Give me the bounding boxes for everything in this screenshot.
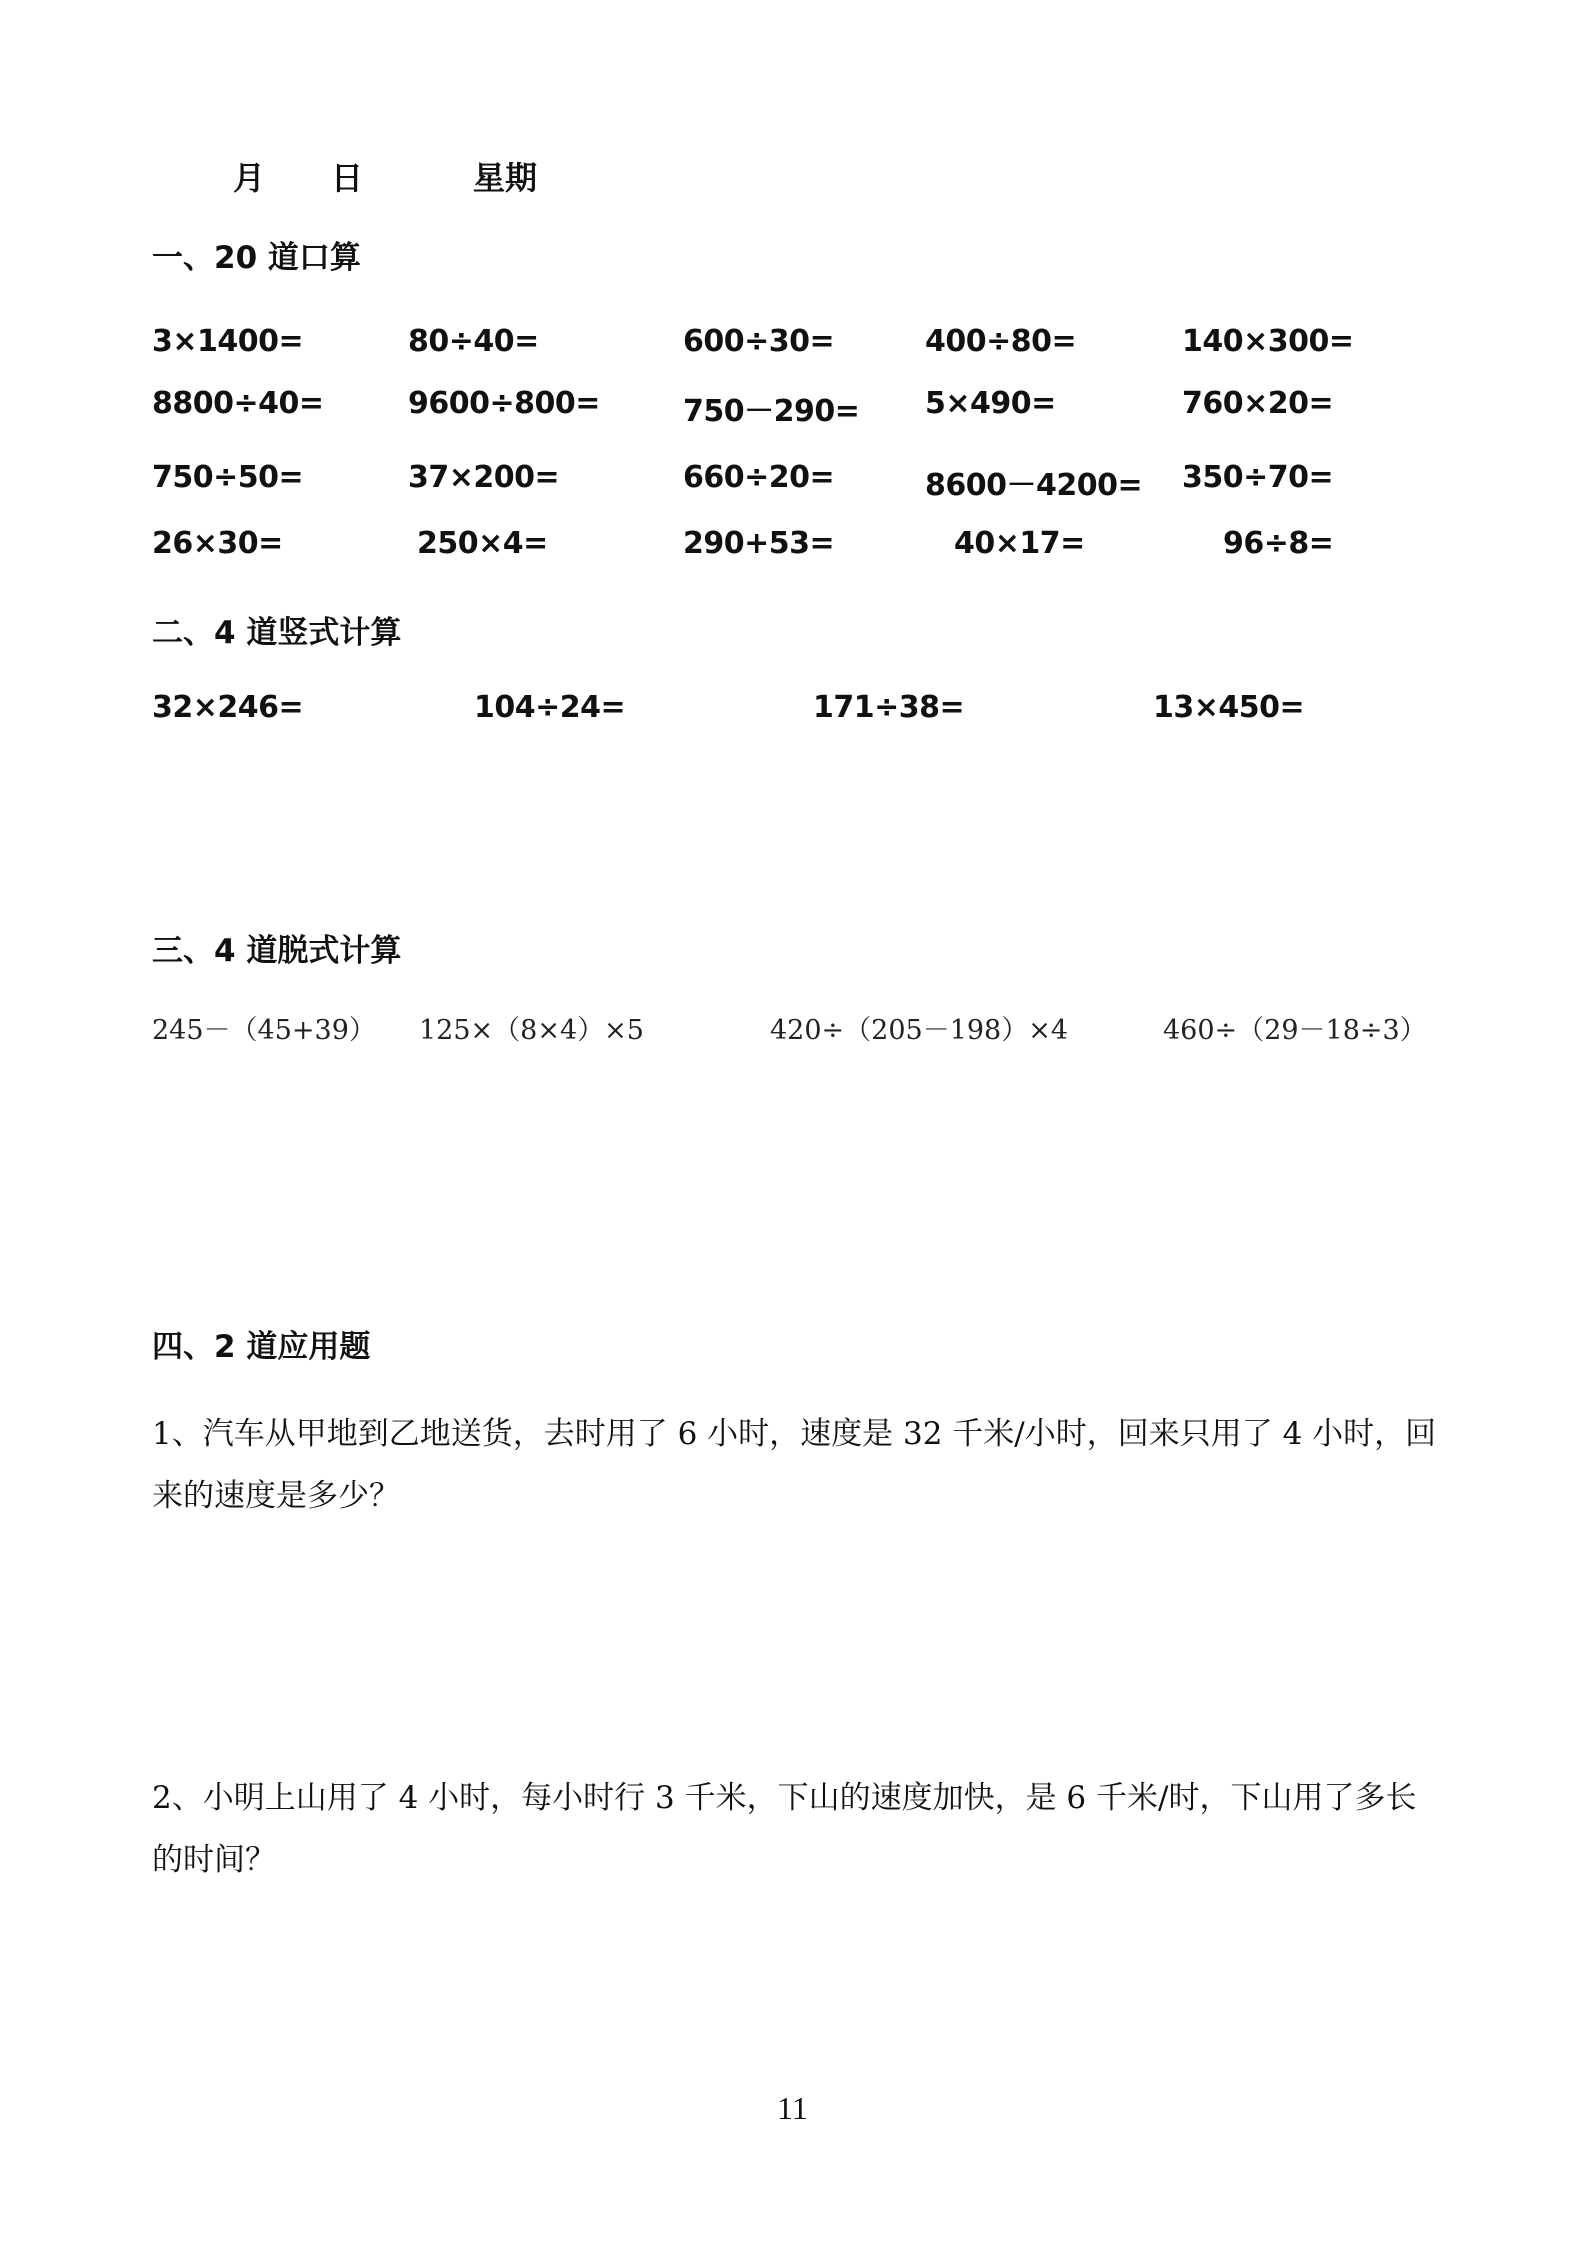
header-day: 日 [331,159,364,197]
oral-item: 350÷70= [1182,460,1334,495]
oral-item: 40×17= [954,526,1085,561]
oral-item: 8800÷40= [152,386,324,421]
vertical-item: 104÷24= [474,690,626,725]
oral-item: 600÷30= [683,324,835,359]
oral-item: 80÷40= [408,324,539,359]
header-month: 月 [233,159,266,197]
oral-item: 96÷8= [1223,526,1334,561]
section-word-title: 四、2 道应用题 [152,1329,371,1365]
word-problem-line: 来的速度是多少？ [152,1478,400,1514]
oral-item: 750－290= [683,394,860,429]
vertical-item: 171÷38= [813,690,965,725]
section-vertical-title: 二、4 道竖式计算 [152,615,402,651]
oral-item: 290+53= [683,526,835,561]
stepwise-item: 460÷（29－18÷3） [1163,1015,1427,1046]
vertical-item: 13×450= [1153,690,1305,725]
oral-item: 750÷50= [152,460,304,495]
vertical-item: 32×246= [152,690,304,725]
oral-item: 760×20= [1182,386,1334,421]
stepwise-item: 125×（8×4）×5 [419,1015,644,1046]
header-weekday: 星期 [473,159,538,197]
word-problem-line: 的时间？ [152,1842,276,1878]
stepwise-item: 245－（45+39） [152,1015,376,1046]
section-oral-title: 一、20 道口算 [152,240,361,276]
oral-item: 8600－4200= [925,468,1143,503]
oral-item: 250×4= [417,526,548,561]
oral-item: 5×490= [925,386,1056,421]
page-number: 11 [777,2090,808,2126]
section-stepwise-title: 三、4 道脱式计算 [152,933,402,969]
word-problem-line: 2、小明上山用了 4 小时，每小时行 3 千米，下山的速度加快，是 6 千米/时，下山用了多长 [152,1780,1417,1816]
oral-item: 3×1400= [152,324,304,359]
oral-item: 140×300= [1182,324,1354,359]
word-problem-line: 1、汽车从甲地到乙地送货，去时用了 6 小时，速度是 32 千米/小时，回来只用了 4 小时，回 [152,1416,1437,1452]
oral-item: 26×30= [152,526,283,561]
stepwise-item: 420÷（205－198）×4 [770,1015,1069,1046]
oral-item: 400÷80= [925,324,1077,359]
oral-item: 37×200= [408,460,560,495]
oral-item: 660÷20= [683,460,835,495]
oral-item: 9600÷800= [408,386,600,421]
